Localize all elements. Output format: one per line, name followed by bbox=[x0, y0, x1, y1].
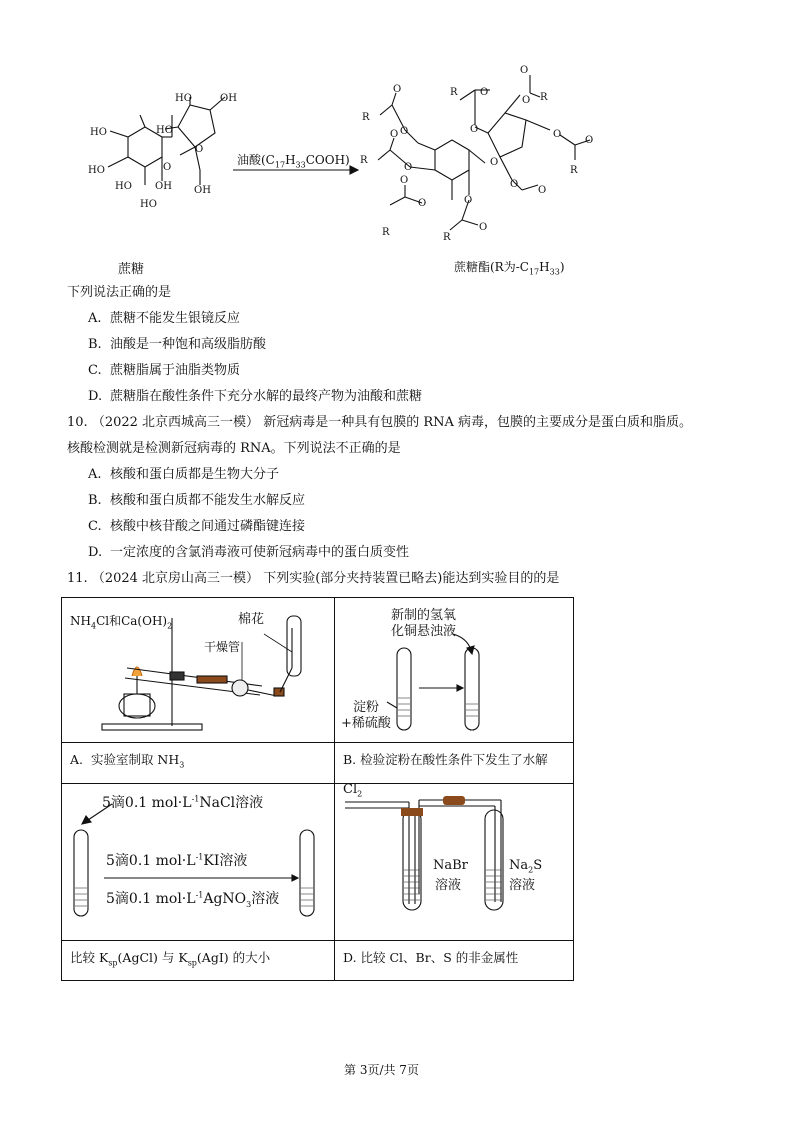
svg-text:HO: HO bbox=[140, 199, 157, 210]
option-letter: D. bbox=[88, 389, 103, 404]
b-starch-label-1: 淀粉 bbox=[353, 700, 380, 715]
q9-stem: 下列说法正确的是 bbox=[67, 285, 172, 300]
q10-option-a[interactable] bbox=[88, 466, 279, 484]
sucrose-label: 蔗糖 bbox=[118, 262, 145, 277]
d-nabr-label-1: NaBr bbox=[433, 857, 468, 873]
q9-option-c[interactable] bbox=[88, 362, 240, 380]
q11-stem bbox=[67, 570, 559, 588]
a-reagents-label: $NH_4Cl$和$Ca(OH)_2$ bbox=[70, 614, 173, 631]
svg-text:R: R bbox=[450, 87, 458, 98]
svg-text:O: O bbox=[538, 185, 547, 196]
svg-text:R: R bbox=[382, 227, 390, 238]
svg-text:OH: OH bbox=[155, 181, 172, 192]
c-nacl-label: 5滴0.1 $mol\cdot L^{-1}NaCl$溶液 bbox=[102, 793, 264, 811]
q9-option-d[interactable] bbox=[88, 388, 422, 406]
b-reagent-label-2: 化铜悬浊液 bbox=[391, 624, 457, 639]
option-letter: C. bbox=[88, 519, 102, 534]
q10-source: （2022 北京西城高三一模） bbox=[91, 415, 260, 430]
svg-text:R: R bbox=[540, 92, 548, 103]
option-letter: C. bbox=[88, 363, 102, 378]
svg-text:O: O bbox=[464, 195, 473, 206]
cell-d-caption bbox=[335, 940, 574, 981]
q11-text: 下列实验(部分夹持装置已略去)能达到实验目的的是 bbox=[263, 571, 560, 586]
option-letter: D. bbox=[88, 545, 103, 560]
svg-text:O: O bbox=[522, 95, 531, 106]
reagent-label: 油酸$(C_{17}H_{33}COOH)$ bbox=[237, 153, 350, 170]
option-letter: A. bbox=[88, 311, 102, 326]
svg-text:O: O bbox=[400, 175, 409, 186]
q10-line2: 核酸检测就是检测新冠病毒的 RNA。下列说法不正确的是 bbox=[67, 441, 401, 456]
svg-text:O: O bbox=[585, 135, 594, 146]
svg-text:OH: OH bbox=[220, 93, 237, 104]
svg-text:O: O bbox=[393, 84, 402, 95]
b-reagent-label-1: 新制的氢氧 bbox=[391, 608, 457, 623]
svg-text:O: O bbox=[553, 129, 562, 140]
svg-text:HO: HO bbox=[115, 181, 132, 192]
q11-source: （2024 北京房山高三一模） bbox=[91, 571, 260, 586]
q10-number: 10. bbox=[67, 415, 88, 430]
svg-text:O: O bbox=[520, 65, 529, 76]
svg-text:O: O bbox=[490, 157, 499, 168]
cell-b-caption bbox=[335, 743, 574, 784]
option-text: 蔗糖脂属于油脂类物质 bbox=[110, 363, 241, 378]
q10-line1 bbox=[67, 414, 692, 432]
q9-option-a[interactable] bbox=[88, 310, 240, 328]
svg-text:R: R bbox=[362, 112, 370, 123]
svg-text:HO: HO bbox=[88, 165, 105, 176]
svg-text:O: O bbox=[418, 198, 427, 209]
d-na2s-label-2: 溶液 bbox=[509, 877, 536, 893]
option-text: 一定浓度的含氯消毒液可使新冠病毒中的蛋白质变性 bbox=[110, 545, 410, 560]
sucrose-ester-label: 蔗糖酯(R为$-C_{17}H_{33}$) bbox=[454, 260, 565, 277]
option-text: 核酸中核苷酸之间通过磷酯键连接 bbox=[110, 519, 306, 534]
d-nabr-label-2: 溶液 bbox=[435, 877, 462, 893]
cell-a-figure bbox=[62, 598, 335, 743]
b-caption-text: B. 检验淀粉在酸性条件下发生了水解 bbox=[343, 752, 548, 767]
d-cl2-label: $Cl_2$ bbox=[343, 781, 363, 799]
svg-text:O: O bbox=[195, 144, 204, 155]
q10-option-d[interactable] bbox=[88, 544, 409, 562]
svg-text:O: O bbox=[470, 124, 479, 135]
svg-text:HO: HO bbox=[156, 125, 173, 136]
cell-d-figure bbox=[335, 783, 574, 940]
option-text: 蔗糖不能发生银镜反应 bbox=[110, 311, 241, 326]
svg-text:O: O bbox=[510, 179, 519, 190]
option-text: 核酸和蛋白质都是生物大分子 bbox=[110, 467, 280, 482]
q10-option-c[interactable] bbox=[88, 518, 305, 536]
svg-text:O: O bbox=[480, 87, 489, 98]
a-dryer-label: 干燥管 bbox=[204, 640, 241, 654]
cell-c-caption: 比较 $K_{sp}(AgCl)$ 与 $K_{sp}(AgI)$ 的大小 bbox=[62, 940, 335, 981]
q9-option-b[interactable] bbox=[88, 336, 266, 354]
page-number: 第 3页/共 7页 bbox=[344, 1063, 419, 1077]
c-ki-label: 5滴0.1 $mol\cdot L^{-1}KI$溶液 bbox=[106, 851, 248, 869]
option-text: 核酸和蛋白质都不能发生水解反应 bbox=[110, 493, 306, 508]
cell-c-figure bbox=[62, 783, 335, 940]
a-cotton-label: 棉花 bbox=[238, 612, 265, 627]
svg-text:O: O bbox=[479, 222, 488, 233]
experiment-table bbox=[61, 597, 574, 981]
q11-number: 11. bbox=[67, 571, 88, 586]
option-letter: B. bbox=[88, 337, 102, 352]
option-text: 油酸是一种饱和高级脂肪酸 bbox=[110, 337, 267, 352]
cell-a-caption: A. 实验室制取 $NH_3$ bbox=[62, 743, 335, 784]
d-caption-text: D. 比较 Cl、Br、S 的非金属性 bbox=[343, 949, 519, 965]
q10-text: 新冠病毒是一种具有包膜的 RNA 病毒，包膜的主要成分是蛋白质和脂质。 bbox=[263, 415, 693, 430]
svg-text:OH: OH bbox=[194, 185, 211, 196]
option-letter: B. bbox=[88, 493, 102, 508]
c-agno3-label: 5滴0.1 $mol\cdot L^{-1}AgNO_3$溶液 bbox=[106, 889, 280, 909]
svg-text:R: R bbox=[570, 165, 578, 176]
svg-text:R: R bbox=[443, 232, 451, 243]
d-na2s-label-1: $Na_2S$ bbox=[509, 857, 543, 875]
cell-b-figure bbox=[335, 598, 574, 743]
svg-text:O: O bbox=[390, 129, 399, 140]
svg-text:R: R bbox=[360, 155, 368, 166]
b-starch-label-2: +稀硫酸 bbox=[341, 716, 391, 731]
q10-option-b[interactable] bbox=[88, 492, 305, 510]
svg-text:HO: HO bbox=[90, 127, 107, 138]
option-letter: A. bbox=[88, 467, 102, 482]
svg-text:O: O bbox=[163, 162, 172, 173]
svg-text:O: O bbox=[400, 126, 409, 137]
svg-text:HO: HO bbox=[175, 93, 192, 104]
svg-text:O: O bbox=[404, 162, 413, 173]
option-text: 蔗糖脂在酸性条件下充分水解的最终产物为油酸和蔗糖 bbox=[110, 389, 423, 404]
